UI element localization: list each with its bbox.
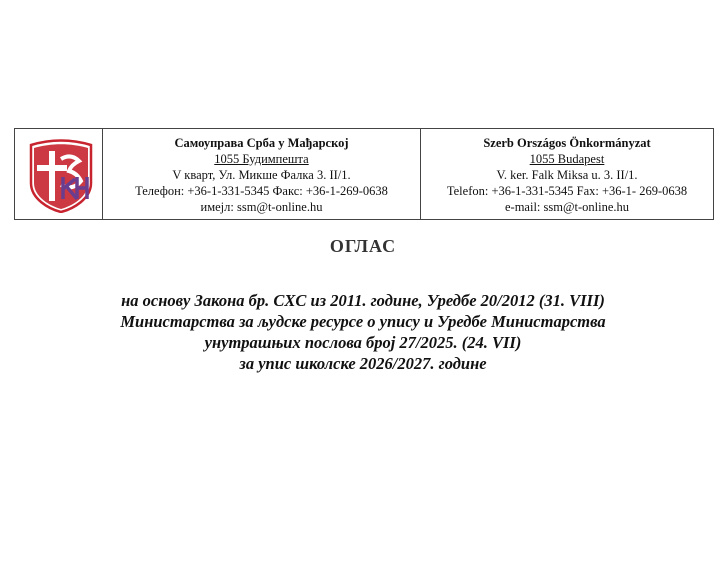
letterhead-hungarian: [421, 129, 713, 219]
logo-cell: [15, 129, 103, 219]
email-serbian: имејл: ssm@t-online.hu: [200, 200, 323, 214]
org-name-hungarian: Szerb Országos Önkormányzat: [483, 136, 651, 150]
intro-line-3: унутрашњих послова број 27/2025. (24. VII): [204, 333, 522, 352]
intro-line-2: Министарства за људске ресурсе о упису и Уредбе Министарства: [120, 312, 606, 331]
intro-line-4: за упис школске 2026/2027. године: [239, 354, 487, 373]
ssm-logo: [25, 137, 97, 213]
document-title: ОГЛАС: [329, 236, 397, 256]
org-name-serbian: Самоуправа Срба у Мађарској: [174, 136, 349, 150]
intro-paragraph: [0, 290, 726, 374]
phone-hungarian: Telefon: +36-1-331-5345 Fax: +36-1- 269-0638: [446, 184, 688, 198]
letterhead-serbian: [103, 129, 421, 219]
postal-serbian: 1055 Будимпешта: [214, 152, 309, 166]
phone-serbian: Телефон: +36-1-331-5345 Факс: +36-1-269-0638: [135, 184, 388, 198]
intro-line-1: на основу Закона бр. CXC из 2011. године, Уредбе 20/2012 (31. VIII): [121, 291, 605, 310]
email-hungarian: e-mail: ssm@t-online.hu: [505, 200, 629, 214]
address-hungarian: V. ker. Falk Miksa u. 3. II/1.: [496, 168, 638, 182]
postal-hungarian: 1055 Budapest: [529, 152, 605, 166]
letterhead: [14, 128, 714, 220]
address-serbian: V кварт, Ул. Микше Фалка 3. II/1.: [172, 168, 351, 182]
